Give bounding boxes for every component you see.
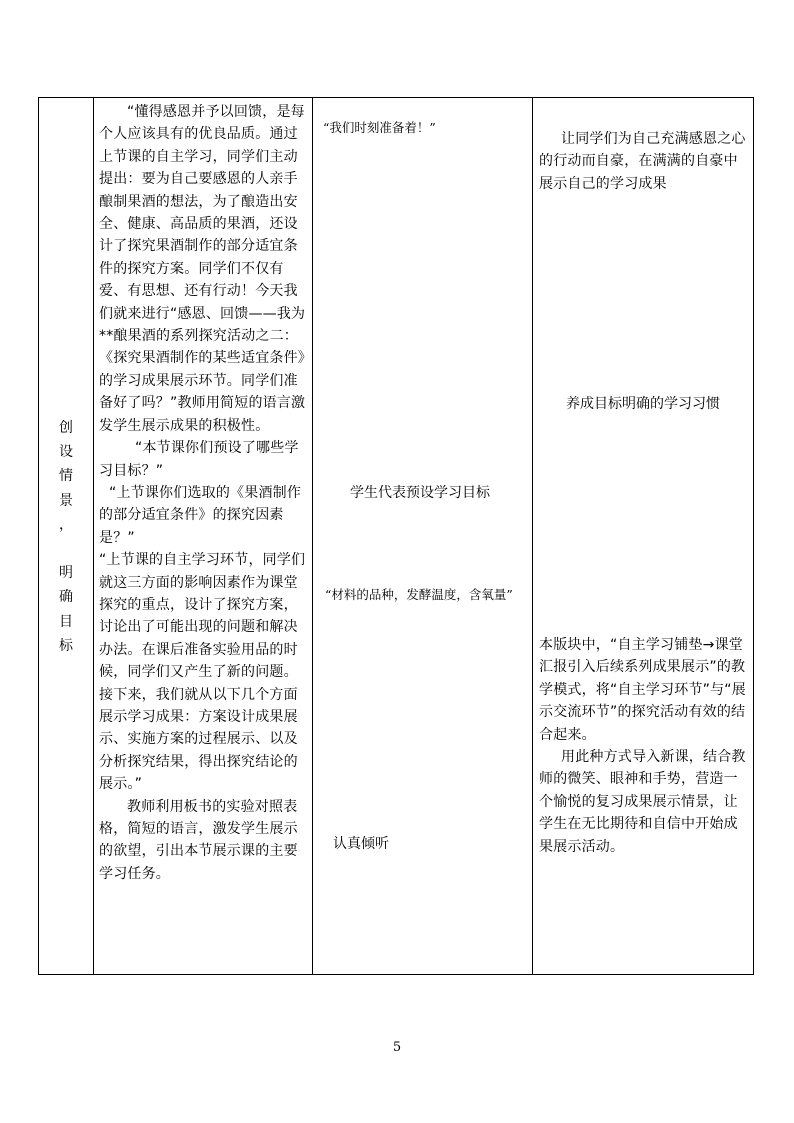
intent-paragraph: 本版块中，“自主学习铺垫→课堂汇报引入后续系列成果展示”的教学模式，将“自主学习环节”与“展示交流环节”的探究活动有效的结合起来。: [539, 637, 746, 743]
stage-char: 目: [59, 613, 73, 630]
student-response: “材料的品种，发酵温度，含氧量”: [325, 587, 513, 602]
stage-char: 确: [59, 589, 73, 606]
table-row: [39, 98, 754, 975]
stage-char: 标: [59, 637, 73, 654]
stage-cell: [39, 98, 94, 975]
teacher-paragraph: “懂得感恩并予以回馈，是每个人应该具有的优良品质。通过上节课的自主学习，同学们主动提出：要为自己要感恩的人亲手酿制果酒的想法，为了酿造出安全、健康、高品质的果酒，还设计了探究果酒制作的部分适宜条件的探究方案。同学们不仅有爱、有思想、还有行动！今天我们就来进行“感恩、回馈——我为**酿果酒的系列探究活动之二：《探究果酒制作的某些适宜条件》的学习成果展示环节。同学们准备好了吗？”教师用简短的语言激发学生展示成果的积极性。: [99, 104, 306, 434]
student-response: “我们时刻准备着！”: [323, 120, 436, 135]
teacher-activity-cell: [94, 98, 313, 975]
stage-char: 创: [59, 420, 73, 436]
stage-char: ，: [59, 516, 73, 533]
intent-block: [539, 634, 749, 858]
teacher-question: “本节课你们预设了哪些学习目标？”: [99, 440, 299, 479]
intent-paragraph: 养成目标明确的学习习惯: [566, 396, 720, 412]
stage-char: 设: [59, 444, 73, 461]
stage-char: 景: [59, 492, 73, 509]
intent-paragraph: 让同学们为自己充满感恩之心的行动而自豪，在满满的自豪中展示自己的学习成果: [539, 131, 746, 192]
teacher-paragraph: “上节课的自主学习环节，同学们就这三方面的影响因素作为课堂探究的重点，设计了探究方案，讨论出了可能出现的问题和解决办法。在课后准备实验用品的时候，同学们又产生了新的问题。接下来，我们就从以下几个方面展示学习成果：方案设计成果展示、实施方案的过程展示、以及分析探究结果，得出探究结论的展示。”: [99, 552, 306, 793]
design-intent-cell: [533, 98, 754, 975]
stage-char: 明: [59, 565, 73, 582]
stage-label: [39, 416, 93, 658]
lesson-plan-table: [38, 97, 754, 975]
student-activity: 认真倾听: [333, 836, 389, 852]
stage-spacer: [39, 537, 93, 561]
teacher-question: “上节课你们选取的《果酒制作的部分适宜条件》的探究因素是？”: [99, 484, 302, 546]
student-activity: 学生代表预设学习目标: [350, 485, 490, 501]
stage-char: 情: [59, 468, 73, 485]
teacher-paragraph: 教师利用板书的实验对照表格，简短的语言，激发学生展示的欲望，引出本节展示课的主要学习任务。: [99, 798, 298, 882]
student-activity-cell: [313, 98, 533, 975]
page-number: 5: [392, 1040, 402, 1055]
intent-paragraph: 用此种方式导入新课，结合教师的微笑、眼神和手势，营造一个愉悦的复习成果展示情景，让学生在无比期待和自信中开始成果展示活动。: [539, 749, 746, 855]
